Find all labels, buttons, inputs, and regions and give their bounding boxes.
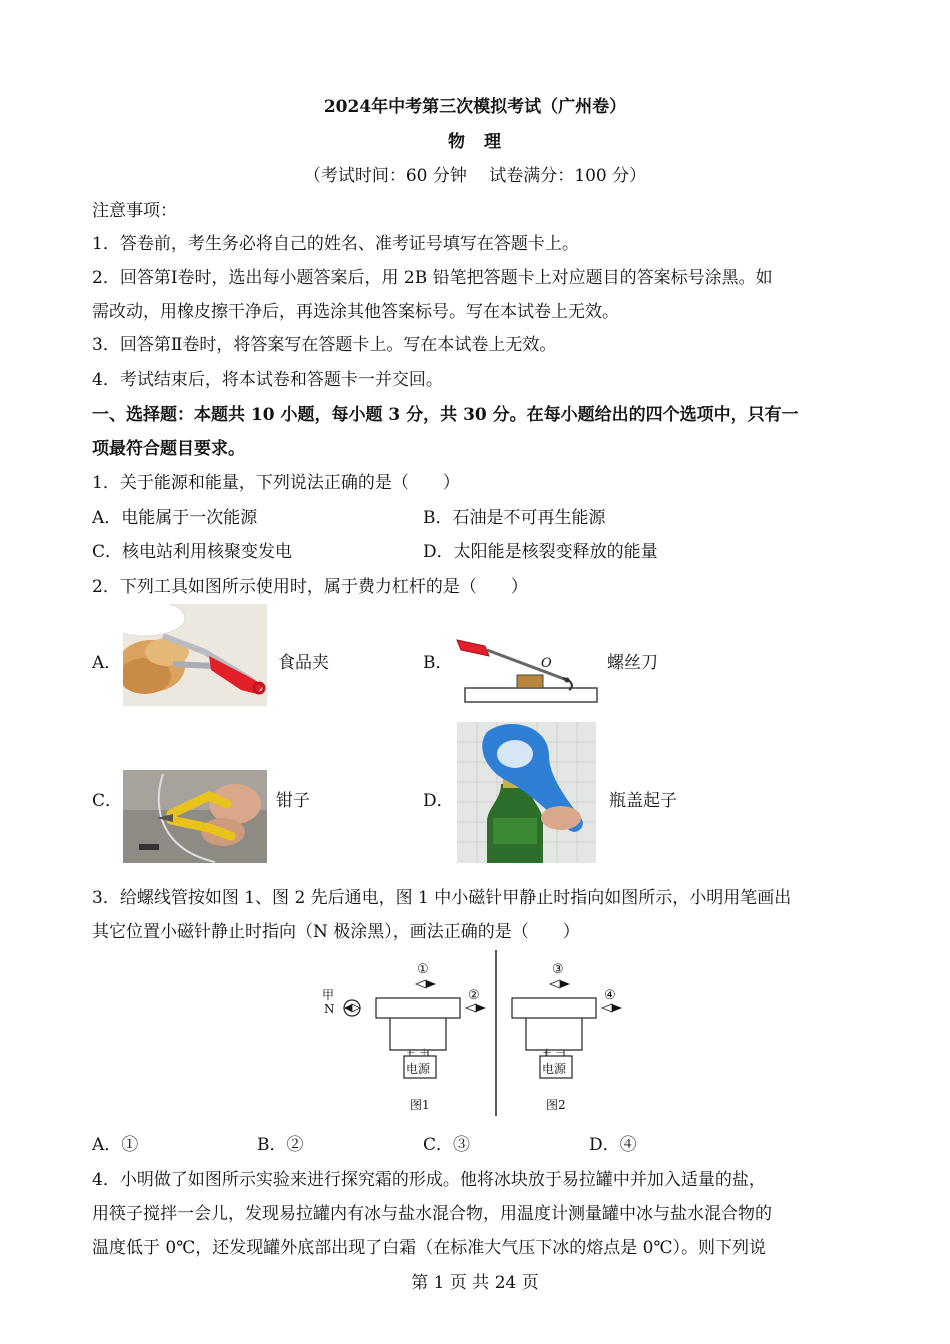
screwdriver-image	[455, 628, 600, 706]
q3-stem-line1: 3．给螺线管按如图 1、图 2 先后通电，图 1 中小磁针甲静止时指向如图所示，小明用笔画出	[92, 888, 792, 908]
needle-3-label: ③	[552, 962, 564, 977]
q3-option-a: A．①	[92, 1135, 139, 1155]
notes-heading: 注意事项：	[92, 201, 177, 221]
note-item-4: 4．考试结束后，将本试卷和答题卡一并交回。	[92, 370, 443, 390]
page-number: 第 1 页 共 24 页	[411, 1273, 539, 1293]
q4-stem-line2: 用筷子搅拌一会儿，发现易拉罐内有冰与盐水混合物，用温度计测量罐中冰与盐水混合物的	[92, 1204, 772, 1224]
needle-4-label: ④	[604, 988, 616, 1003]
exam-subject: 物 理	[448, 132, 502, 152]
q3-option-c: C．③	[423, 1135, 471, 1155]
note-item-1: 1．答卷前，考生务必将自己的姓名、准考证号填写在答题卡上。	[92, 234, 579, 254]
bottle-opener-image	[457, 722, 596, 863]
q1-stem: 1．关于能源和能量，下列说法正确的是（ ）	[92, 473, 460, 493]
q4-stem-line1: 4．小明做了如图所示实验来进行探究霜的形成。他将冰块放于易拉罐中并加入适量的盐，	[92, 1170, 766, 1190]
q2-option-b-letter: B．	[423, 653, 453, 673]
source-2-sign: ＋ －	[542, 1048, 566, 1059]
q1-option-a: A．电能属于一次能源	[92, 508, 258, 528]
q2-option-b-text: 螺丝刀	[607, 653, 658, 673]
note-item-2-cont: 需改动，用橡皮擦干净后，再选涂其他答案标号。写在本试卷上无效。	[92, 302, 619, 322]
q2-option-d-letter: D．	[423, 791, 454, 811]
food-tongs-image	[123, 604, 267, 706]
q2-option-a-letter: A．	[92, 653, 122, 673]
pliers-image	[123, 770, 267, 863]
source-1-sign: － ＋	[406, 1048, 430, 1059]
power-source-2-label: 电源	[542, 1062, 567, 1076]
section-heading: 一、选择题：本题共 10 小题，每小题 3 分，共 30 分。在每小题给出的四个选项中，只有一	[92, 405, 799, 425]
section-heading-cont: 项最符合题目要求。	[92, 439, 245, 459]
q2-option-d-text: 瓶盖起子	[609, 791, 677, 811]
note-item-2: 2．回答第Ⅰ卷时，选出每小题答案后，用 2B 铅笔把答题卡上对应题目的答案标号涂黑。如	[92, 268, 773, 288]
figure-2-caption: 图2	[546, 1098, 566, 1112]
q2-option-c-text: 钳子	[276, 791, 310, 811]
q3-option-b: B．②	[257, 1135, 304, 1155]
needle-2-label: ②	[468, 988, 480, 1003]
q1-option-b: B．石油是不可再生能源	[423, 508, 606, 528]
needle-1-label: ①	[417, 962, 429, 977]
q2-stem: 2．下列工具如图所示使用时，属于费力杠杆的是（ ）	[92, 577, 528, 597]
q1-option-c: C．核电站利用核聚变发电	[92, 542, 293, 562]
note-item-3: 3．回答第Ⅱ卷时，将答案写在答题卡上。写在本试卷上无效。	[92, 335, 557, 355]
q2-option-a-text: 食品夹	[278, 653, 329, 673]
needle-n-label: N	[324, 1002, 335, 1016]
needle-jia-label: 甲	[322, 988, 335, 1002]
q2-option-c-letter: C．	[92, 791, 123, 811]
q3-stem-line2: 其它位置小磁针静止时指向（N 极涂黑），画法正确的是（ ）	[92, 922, 580, 942]
exam-meta: （考试时间：60 分钟 试卷满分：100 分）	[303, 166, 647, 186]
q1-option-d: D．太阳能是核裂变释放的能量	[423, 542, 658, 562]
power-source-1-label: 电源	[406, 1062, 431, 1076]
q4-stem-line3: 温度低于 0℃，还发现罐外底部出现了白霜（在标准大气压下冰的熔点是 0℃）。则下列说	[92, 1238, 766, 1258]
exam-title: 2024年中考第三次模拟考试（广州卷）	[323, 97, 627, 117]
figure-1-caption: 图1	[410, 1098, 430, 1112]
pivot-label: O	[541, 656, 552, 671]
q3-option-d: D．④	[589, 1135, 637, 1155]
solenoid-figure	[318, 950, 638, 1118]
